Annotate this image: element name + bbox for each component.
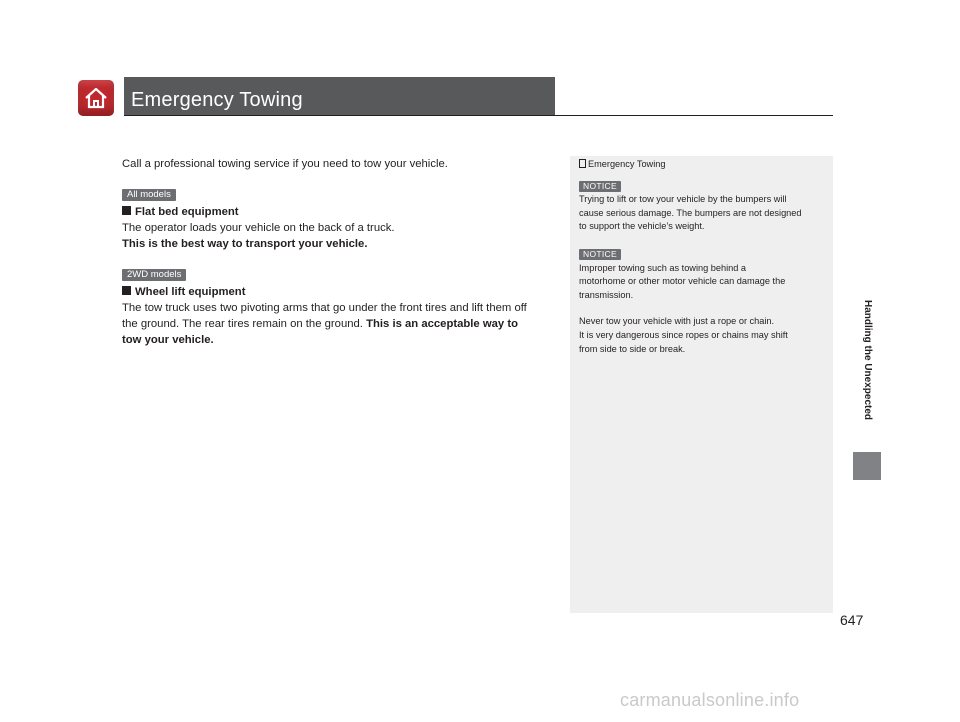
page-title: Emergency Towing [131,89,303,111]
square-bullet-icon [122,206,131,215]
badge-all-models: All models [122,189,176,201]
body-text: the ground. The rear tires remain on the ground. [122,318,363,330]
square-bullet-icon [122,286,131,295]
bold-text: This is an acceptable way to [366,318,519,330]
flat-bed-body: The operator loads your vehicle on the back of a truck. [122,222,395,234]
heading-text: Flat bed equipment [135,206,239,218]
notice-badge-1: NOTICE [579,181,621,192]
badge-2wd-models: 2WD models [122,269,186,281]
sidebar-notes [570,156,833,613]
page-number: 647 [840,612,864,628]
title-bar [124,77,555,115]
sidebar-title [579,158,827,172]
sidebar-extra-line-3: from side to side or break. [579,343,686,354]
notice-1-line-1: Trying to lift or tow your vehicle by the bumpers will [579,194,787,205]
chapter-label: Handling the Unexpected [862,300,873,421]
watermark: carmanualsonline.info [620,690,800,710]
notice-badge-2: NOTICE [579,249,621,260]
home-button[interactable] [78,80,114,116]
heading-text: Wheel lift equipment [135,286,246,298]
notice-2-line-3: transmission. [579,289,634,300]
notice-2-line-1: Improper towing such as towing behind a [579,262,747,273]
reference-marker-icon [579,159,586,168]
sidebar-extra-line-1: Never tow your vehicle with just a rope or chain. [579,316,775,327]
notice-1-line-2: cause serious damage. The bumpers are not designed [579,207,802,218]
wheel-lift-body-1: The tow truck uses two pivoting arms that go under the front tires and lift them off [122,302,527,314]
chapter-side-tab[interactable] [853,300,881,450]
section-heading-flat-bed [122,204,562,220]
section-heading-wheel-lift [122,284,562,300]
flat-bed-note: This is the best way to transport your vehicle. [122,238,368,250]
sidebar-extra-line-2: It is very dangerous since ropes or chains may shift [579,329,788,340]
chapter-tab-marker[interactable] [853,452,881,480]
intro-text: Call a professional towing service if you need to tow your vehicle. [122,158,448,170]
sidebar-title-text: Emergency Towing [588,159,666,169]
wheel-lift-body-3: tow your vehicle. [122,334,214,346]
home-icon [82,84,110,112]
main-content [122,156,562,348]
notice-1-line-3: to support the vehicle’s weight. [579,221,705,232]
wheel-lift-body-2 [122,316,562,332]
notice-2-line-2: motorhome or other motor vehicle can damage the [579,276,786,287]
title-divider [124,115,833,116]
